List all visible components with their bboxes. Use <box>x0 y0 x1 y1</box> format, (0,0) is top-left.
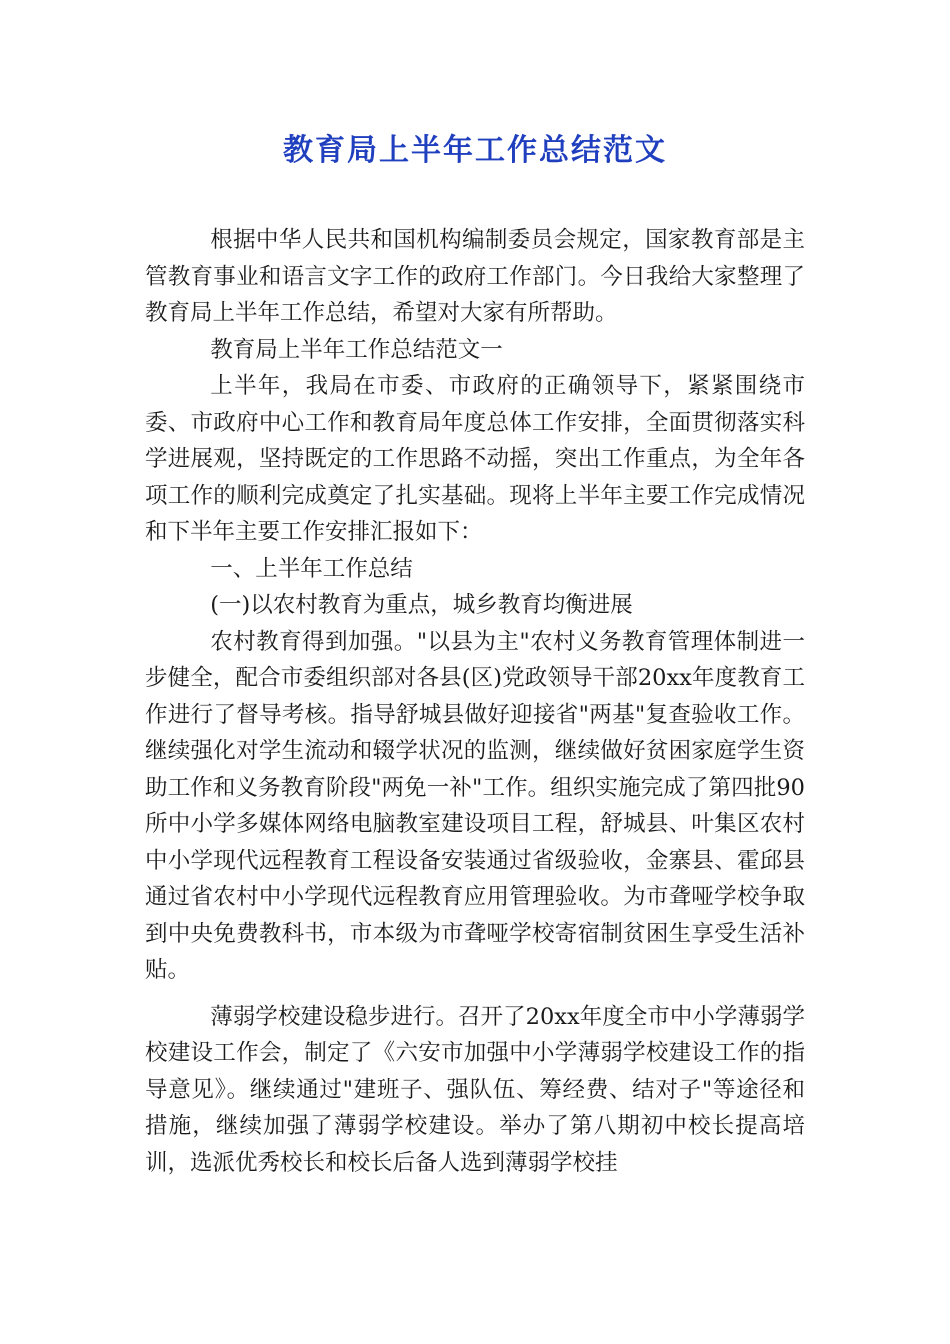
paragraph-weak-schools: 薄弱学校建设稳步进行。召开了20xx年度全市中小学薄弱学校建设工作会，制定了《六安市加强中小学薄弱学校建设工作的指导意见》。继续通过"建班子、强队伍、筹经费、结对子"等途径和措施，继续加强了薄弱学校建设。举办了第八期初中校长提高培训，选派优秀校长和校长后备人选到薄弱学校挂 <box>145 1003 805 1176</box>
document-body <box>145 222 805 1181</box>
subsection-heading: (一)以农村教育为重点，城乡教育均衡进展 <box>210 592 633 618</box>
document-title: 教育局上半年工作总结范文 <box>283 133 667 168</box>
paragraph-subtitle: 教育局上半年工作总结范文一 <box>210 336 503 363</box>
paragraph-intro: 根据中华人民共和国机构编制委员会规定，国家教育部是主管教育事业和语言文字工作的政府工作部门。今日我给大家整理了教育局上半年工作总结，希望对大家有所帮助。 <box>145 227 805 326</box>
paragraph-rural-education: 农村教育得到加强。"以县为主"农村义务教育管理体制进一步健全，配合市委组织部对各县(区)党政领导干部20xx年度教育工作进行了督导考核。指导舒城县做好迎接省"两基"复查验收工作。继续强化对学生流动和辍学状况的监测，继续做好贫困家庭学生资助工作和义务教育阶段"两免一补"工作。组织实施完成了第四批90所中小学多媒体网络电脑教室建设项目工程，舒城县、叶集区农村中小学现代远程教育工程设备安装通过省级验收，金寨县、霍邱县通过省农村中小学现代远程教育应用管理验收。为市聋哑学校争取到中央免费教科书，市本级为市聋哑学校寄宿制贫困生享受生活补贴。 <box>145 628 805 983</box>
paragraph-overview: 上半年，我局在市委、市政府的正确领导下，紧紧围绕市委、市政府中心工作和教育局年度总体工作安排，全面贯彻落实科学进展观，坚持既定的工作思路不动摇，突出工作重点，为全年各项工作的顺利完成奠定了扎实基础。现将上半年主要工作完成情况和下半年主要工作安排汇报如下： <box>145 373 805 545</box>
section-heading: 一、上半年工作总结 <box>210 555 413 582</box>
